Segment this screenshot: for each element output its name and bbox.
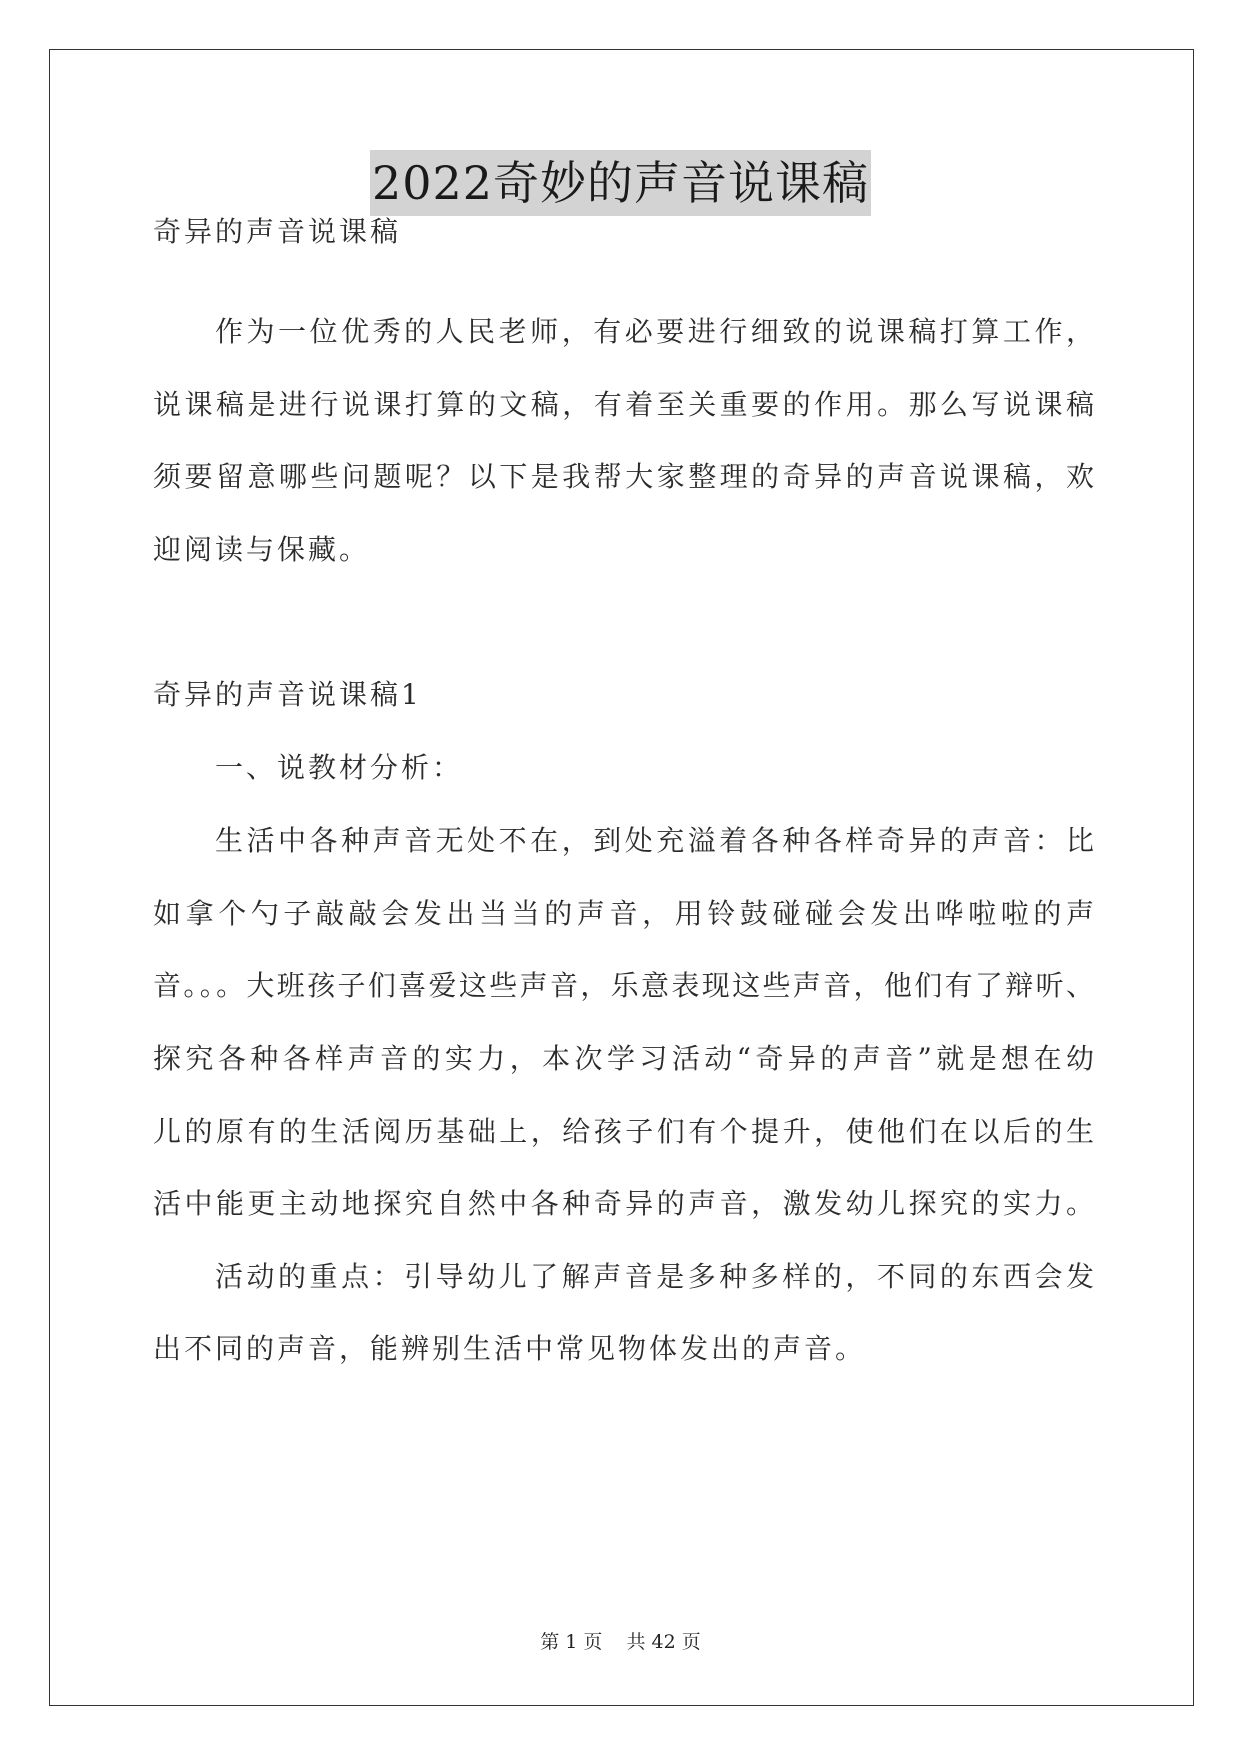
page-border (49, 49, 1194, 1706)
paragraph-line: 作为一位优秀的人民老师，有必要进行细致的说课稿打算工作， (215, 315, 1094, 348)
paragraph-line: 说课稿是进行说课打算的文稿，有着至关重要的作用。那么写说课稿 (153, 388, 1094, 421)
page-number: 1 (565, 1631, 578, 1653)
document-title: 2022奇妙的声音说课稿 (370, 150, 871, 216)
paragraph-line: 音。。。大班孩子们喜爱这些声音，乐意表现这些声音，他们有了辩听、 (153, 969, 1094, 1002)
paragraph-line: 活中能更主动地探究自然中各种奇异的声音，激发幼儿探究的实力。 (153, 1187, 1094, 1220)
paragraph-line: 如拿个勺子敲敲会发出当当的声音，用铃鼓碰碰会发出哗啦啦的声 (153, 897, 1094, 930)
paragraph-line: 须要留意哪些问题呢？以下是我帮大家整理的奇异的声音说课稿，欢 (153, 460, 1094, 493)
total-prefix: 共 (626, 1631, 646, 1653)
subsection-heading: 一、说教材分析： (215, 751, 464, 784)
paragraph-line: 探究各种各样声音的实力，本次学习活动“奇异的声音”就是想在幼 (153, 1042, 1094, 1075)
paragraph-line: 迎阅读与保藏。 (153, 533, 371, 566)
paragraph-line: 活动的重点：引导幼儿了解声音是多种多样的，不同的东西会发 (215, 1260, 1094, 1293)
page-suffix: 页 (583, 1631, 603, 1653)
paragraph-line: 出不同的声音，能辨别生活中常见物体发出的声音。 (153, 1332, 867, 1365)
paragraph-line: 生活中各种声音无处不在，到处充溢着各种各样奇异的声音：比 (215, 824, 1094, 857)
subtitle: 奇异的声音说课稿 (153, 215, 402, 248)
section-heading: 奇异的声音说课稿1 (153, 678, 422, 711)
paragraph-line: 儿的原有的生活阅历基础上，给孩子们有个提升，使他们在以后的生 (153, 1115, 1094, 1148)
title-wrap (0, 150, 1241, 216)
page-prefix: 第 (540, 1631, 560, 1653)
page-footer (0, 1627, 1241, 1654)
total-suffix: 页 (681, 1631, 701, 1653)
total-pages: 42 (651, 1631, 676, 1653)
